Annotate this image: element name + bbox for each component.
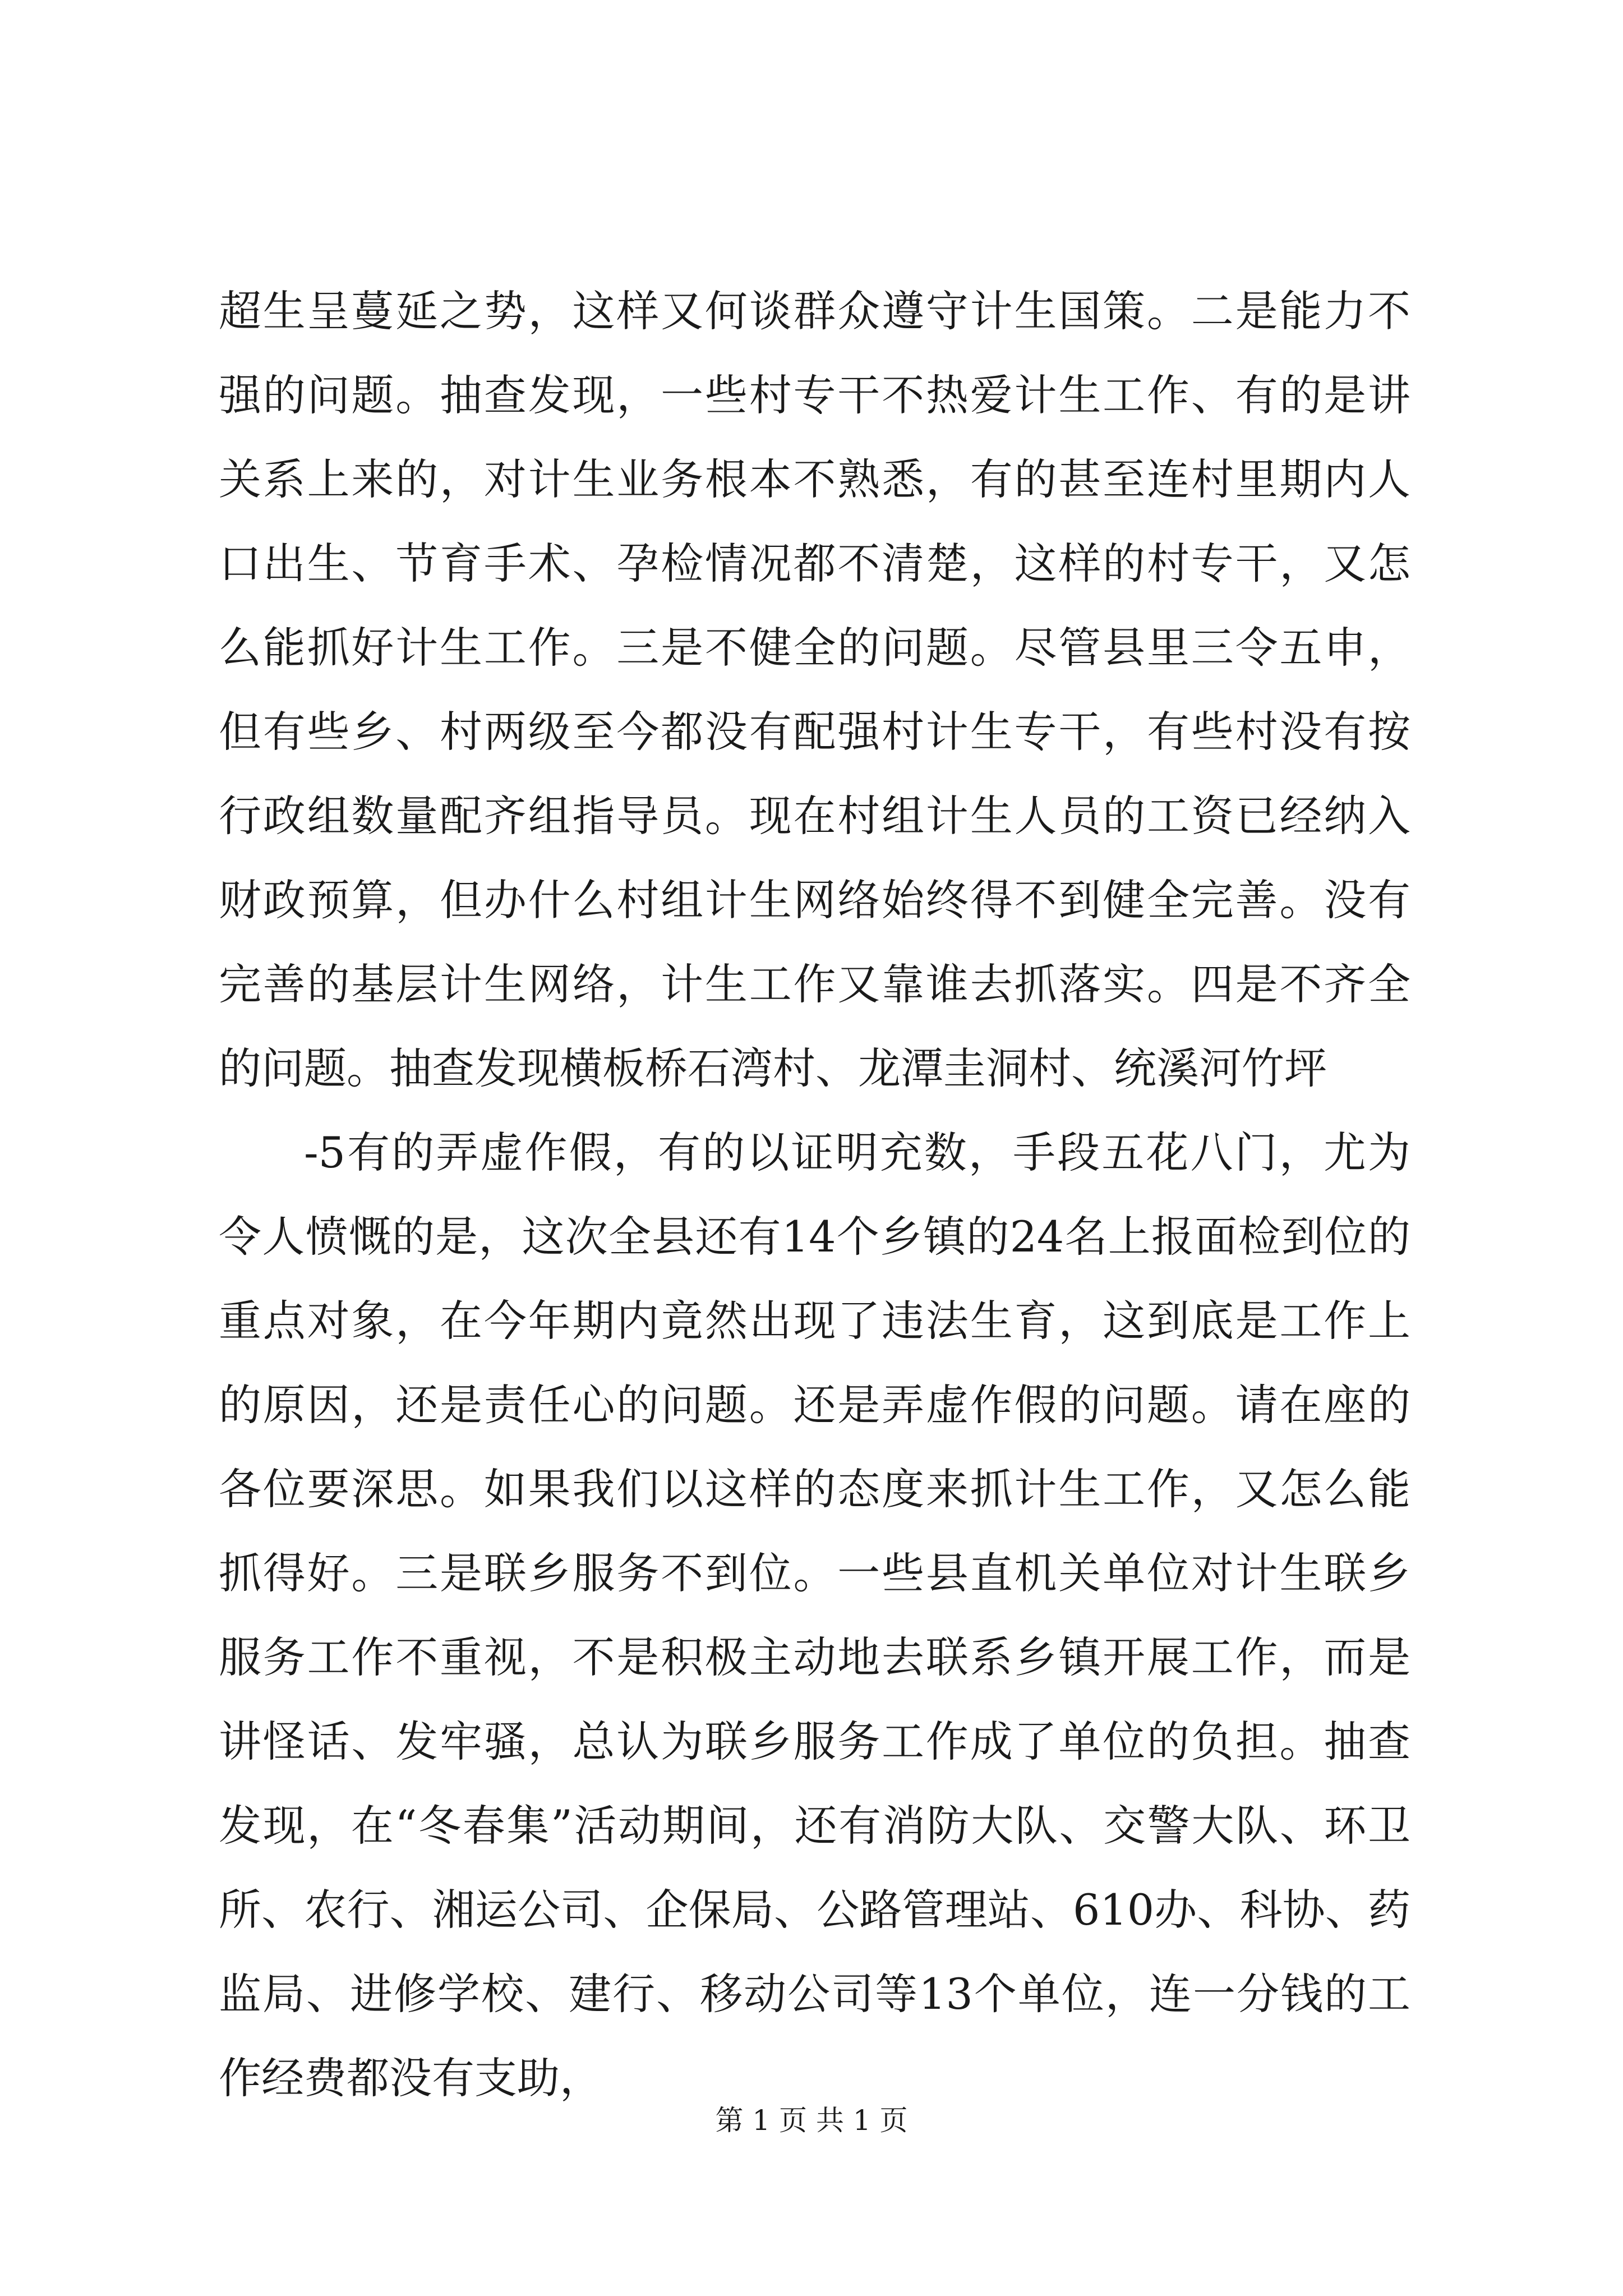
paragraph-2: -5有的弄虚作假，有的以证明充数，手段五花八门，尤为令人愤慨的是，这次全县还有14个乡镇的24名上报面检到位的重点对象，在今年期内竟然出现了违法生育，这到底是工作上的原因，还是责任心的问题。还是弄虚作假的问题。请在座的各位要深思。如果我们以这样的态度来抓计生工作，又怎么能抓得好。三是联乡服务不到位。一些县直机关单位对计生联乡服务工作不重视，不是积极主动地去联系乡镇开展工作，而是讲怪话、发牢骚，总认为联乡服务工作成了单位的负担。抽查发现，在“冬春集”活动期间，还有消防大队、交警大队、环卫所、农行、湘运公司、企保局、公路管理站、610办、科协、药监局、进修学校、建行、移动公司等13个单位，连一分钱的工作经费都没有支助， (219, 1128, 1410, 2103)
document-body (219, 269, 1410, 2120)
paragraph-1: 超生呈蔓延之势，这样又何谈群众遵守计生国策。二是能力不强的问题。抽查发现，一些村专干不热爱计生工作、有的是讲关系上来的，对计生业务根本不熟悉，有的甚至连村里期内人口出生、节育手术、孕检情况都不清楚，这样的村专干，又怎么能抓好计生工作。三是不健全的问题。尽管县里三令五申，但有些乡、村两级至今都没有配强村计生专干，有些村没有按行政组数量配齐组指导员。现在村组计生人员的工资已经纳入财政预算，但办什么村组计生网络始终得不到健全完善。没有完善的基层计生网络，计生工作又靠谁去抓落实。四是不齐全的问题。抽查发现横板桥石湾村、龙潭圭洞村、统溪河竹坪 (219, 286, 1410, 1093)
page-footer: 第 1 页 共 1 页 (715, 2104, 908, 2137)
